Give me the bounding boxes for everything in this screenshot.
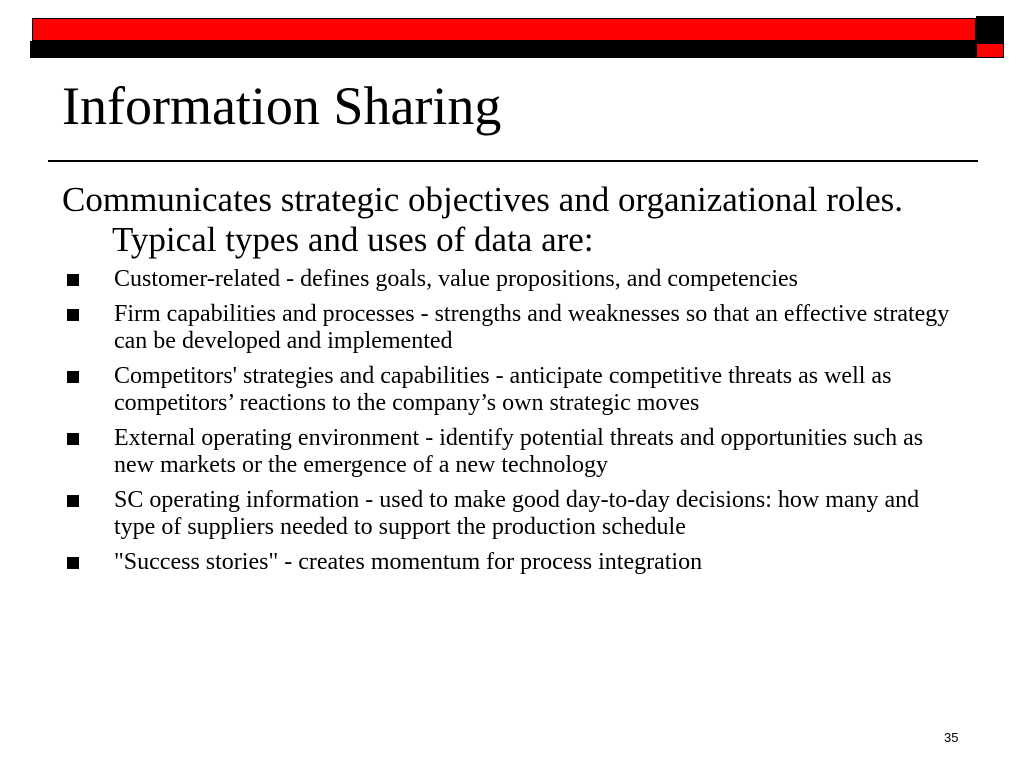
bullet-text: "Success stories" - creates momentum for process integration: [114, 549, 703, 575]
square-bullet-icon: [67, 495, 79, 507]
bullet-text: Customer-related - defines goals, value propositions, and competencies: [114, 266, 798, 292]
bullet-text: SC operating information - used to make good day-to-day decisions: how many and type of suppliers needed to support the production schedule: [114, 487, 920, 540]
page-number: 35: [944, 730, 959, 745]
banner-red-bar: [32, 18, 976, 41]
banner-black-bar: [30, 41, 976, 58]
slide-title: Information Sharing: [62, 76, 502, 136]
bullet-item: [62, 301, 962, 355]
square-bullet-icon: [67, 433, 79, 445]
bullet-item: [62, 487, 962, 541]
square-bullet-icon: [67, 274, 79, 286]
bullet-item: [62, 266, 962, 293]
intro-text: Communicates strategic objectives and organizational roles. Typical types and uses of data are:: [62, 180, 904, 259]
banner-corner-red-square: [976, 43, 1004, 58]
bullet-text: Firm capabilities and processes - strengths and weaknesses so that an effective strategy can be developed and implemented: [114, 301, 950, 354]
banner-corner-black-square: [976, 16, 1004, 43]
bullet-item: [62, 363, 962, 417]
bullet-text: External operating environment - identify potential threats and opportunities such as new markets or the emergence of a new technology: [114, 425, 924, 478]
square-bullet-icon: [67, 371, 79, 383]
square-bullet-icon: [67, 309, 79, 321]
title-divider: [48, 160, 978, 162]
bullet-item: [62, 425, 962, 479]
square-bullet-icon: [67, 557, 79, 569]
bullet-text: Competitors' strategies and capabilities - anticipate competitive threats as well as competitors’ reactions to the company’s own strategic moves: [114, 363, 892, 416]
bullet-item: [62, 549, 962, 576]
top-banner: [30, 15, 1004, 58]
bullet-list: [62, 266, 962, 584]
